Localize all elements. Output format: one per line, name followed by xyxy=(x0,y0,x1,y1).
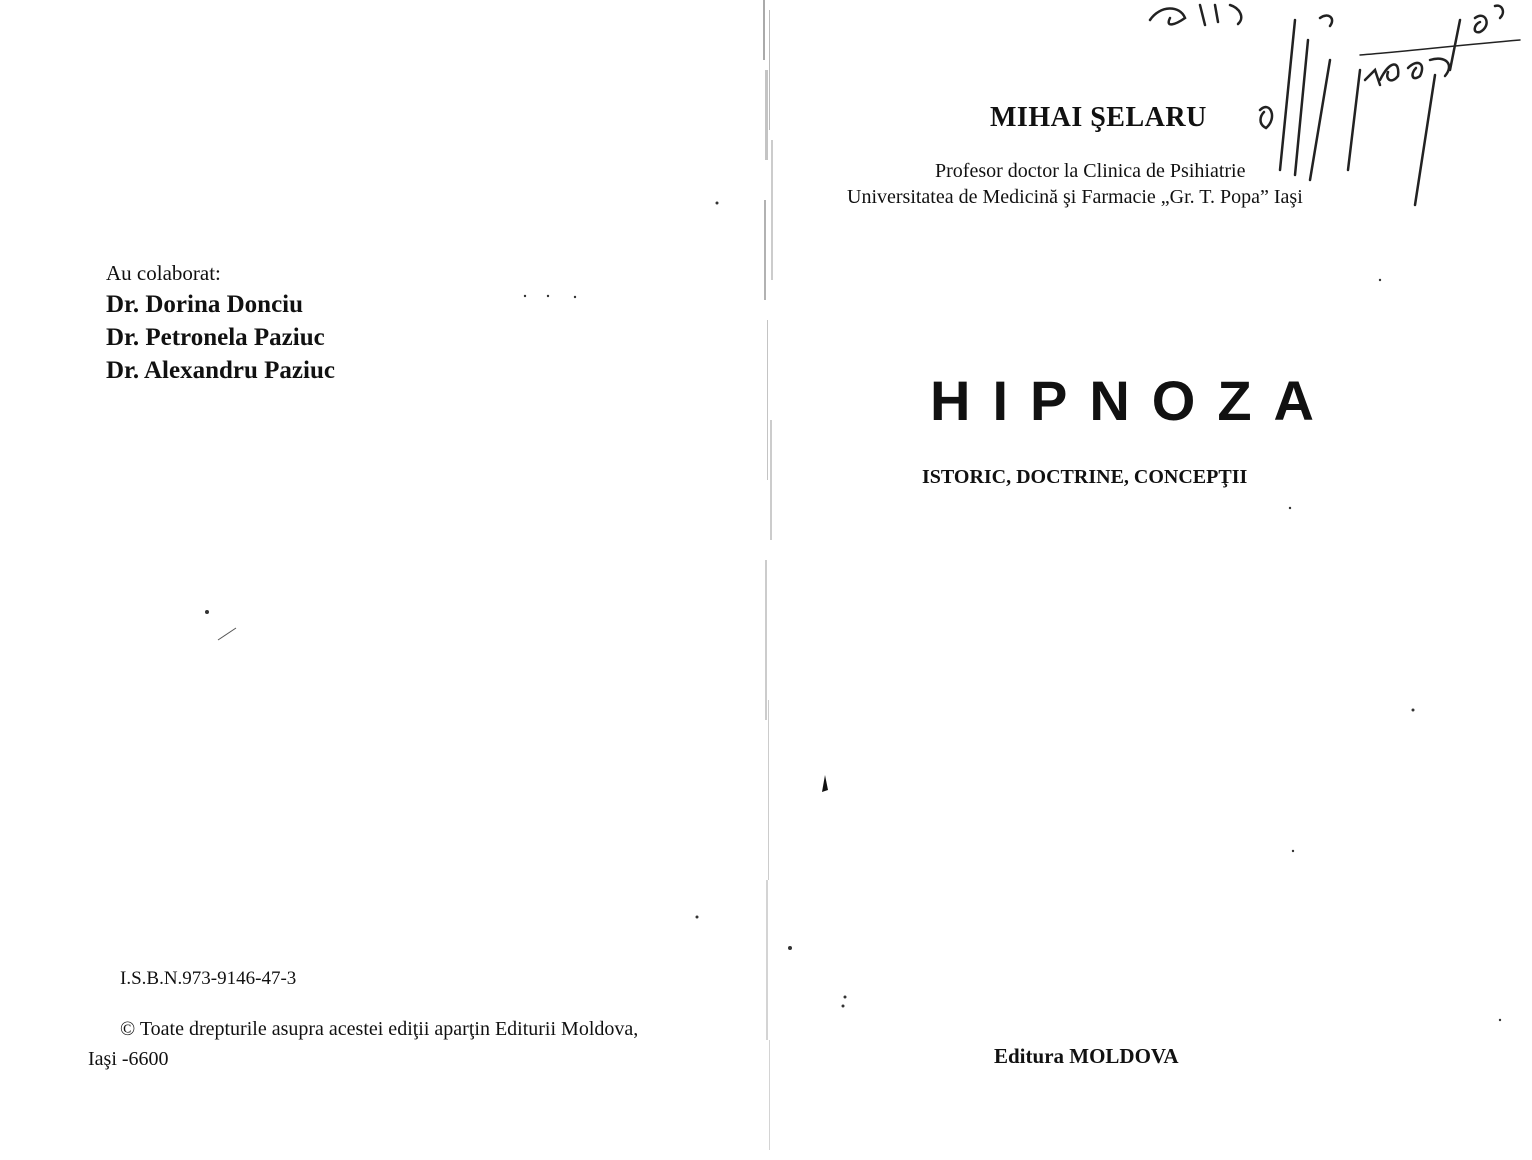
left-page xyxy=(0,0,760,1160)
book-title: HIPNOZA xyxy=(930,369,1336,432)
collaborators-label: Au colaborat: xyxy=(106,261,221,285)
author-affiliation: Universitatea de Medicină şi Farmacie „Gr. T. Popa” Iaşi xyxy=(847,186,1303,208)
isbn: I.S.B.N.973-9146-47-3 xyxy=(120,968,297,989)
author-name: MIHAI ŞELARU xyxy=(990,102,1207,133)
copyright-line: Iaşi -6600 xyxy=(88,1048,169,1070)
collaborator-name: Dr. Alexandru Paziuc xyxy=(106,357,335,384)
copyright-notice xyxy=(88,1014,748,1074)
collaborator-name: Dr. Dorina Donciu xyxy=(106,291,304,318)
book-subtitle: ISTORIC, DOCTRINE, CONCEPŢII xyxy=(922,466,1248,488)
copyright-line: © Toate drepturile asupra acestei ediţii aparţin Editurii Moldova, xyxy=(120,1018,639,1040)
author-affiliation: Profesor doctor la Clinica de Psihiatrie xyxy=(935,160,1246,182)
collaborator-name: Dr. Petronela Paziuc xyxy=(106,324,325,351)
handwritten-annotation xyxy=(1130,0,1530,215)
collaborators-block xyxy=(106,260,335,387)
publisher-name: Editura MOLDOVA xyxy=(994,1044,1179,1068)
